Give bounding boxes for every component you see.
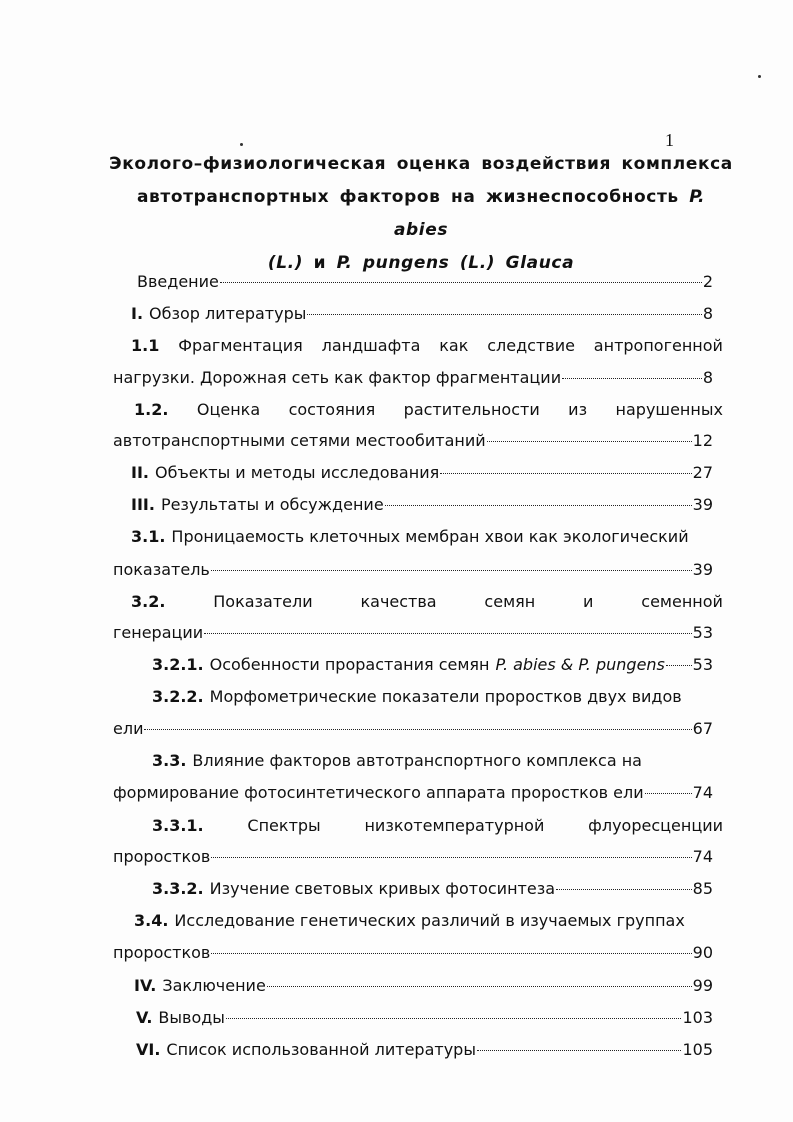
toc-page-number: 53 (692, 623, 713, 642)
toc-entry-1-1[interactable]: 1.1 Фрагментация ландшафта как следствие антропогенной (131, 336, 723, 355)
dot-leader (226, 1018, 682, 1019)
toc-page-number: 99 (692, 976, 713, 995)
dot-leader (487, 441, 692, 442)
toc-entry-3-4[interactable]: 3.4. Исследование генетических различий в изучаемых группах (134, 911, 685, 930)
toc-page-number: 8 (702, 304, 713, 323)
toc-entry-3-2-2-cont[interactable]: ели 67 (113, 719, 713, 738)
toc-entry-3-2-1[interactable]: 3.2.1. Особенности прорастания семян P. abies & P. pungens 53 (152, 655, 713, 674)
toc-entry-chapter-2[interactable]: II. Объекты и методы исследования 27 (131, 463, 713, 482)
dot-leader (477, 1050, 682, 1051)
dot-leader (562, 378, 702, 379)
toc-page-number: 90 (692, 943, 713, 962)
dot-leader (385, 505, 692, 506)
toc-page-number: 74 (692, 847, 713, 866)
toc-page-number: 39 (692, 560, 713, 579)
dot-leader (220, 282, 702, 283)
dot-leader (144, 729, 691, 730)
toc-page-number: 85 (692, 879, 713, 898)
page-number: 1 (665, 130, 674, 150)
toc-page-number: 53 (692, 655, 713, 674)
toc-entry-3-2-2[interactable]: 3.2.2. Морфометрические показатели проростков двух видов (152, 687, 682, 706)
toc-page-number: 74 (692, 783, 713, 802)
dot-leader (211, 857, 691, 858)
toc-entry-intro[interactable]: Введение 2 (137, 272, 713, 291)
species-p-abies: P. abies (393, 187, 706, 240)
toc-entry-3-3-1-cont[interactable]: проростков 74 (113, 847, 713, 866)
toc-entry-3-3-cont[interactable]: формирование фотосинтетического аппарата проростков ели 74 (113, 783, 713, 802)
title-line-3: (L.) и P. pungens (L.) Glauca (267, 253, 575, 273)
toc-page-number: 103 (682, 1008, 713, 1027)
dot-leader (267, 986, 692, 987)
toc-entry-1-1-cont[interactable]: нагрузки. Дорожная сеть как фактор фрагментации 8 (113, 368, 713, 387)
toc-entry-3-3[interactable]: 3.3. Влияние факторов автотранспортного комплекса на (152, 751, 642, 770)
species-p-pungens: P. pungens (L.) Glauca (336, 253, 575, 273)
dot-leader (440, 473, 691, 474)
toc-entry-1-2-cont[interactable]: автотранспортными сетями местообитаний 12 (113, 431, 713, 450)
scan-speck (240, 143, 243, 146)
toc-entry-chapter-5[interactable]: V. Выводы 103 (136, 1008, 713, 1027)
toc-page-number: 105 (682, 1040, 713, 1059)
dot-leader (645, 793, 692, 794)
toc-entry-3-1[interactable]: 3.1. Проницаемость клеточных мембран хвои как экологический (131, 527, 689, 546)
toc-entry-3-4-cont[interactable]: проростков 90 (113, 943, 713, 962)
toc-entry-3-2[interactable]: 3.2. Показатели качества семян и семенной (131, 592, 723, 611)
scan-speck (758, 75, 761, 78)
dot-leader (211, 953, 691, 954)
toc-page-number: 12 (692, 431, 713, 450)
toc-entry-3-3-1[interactable]: 3.3.1. Спектры низкотемпературной флуоресценции (152, 816, 723, 835)
toc-entry-3-1-cont[interactable]: показатель 39 (113, 560, 713, 579)
toc-page-number: 27 (692, 463, 713, 482)
toc-entry-chapter-3[interactable]: III. Результаты и обсуждение 39 (131, 495, 713, 514)
toc-page-number: 2 (702, 272, 713, 291)
toc-entry-1-2[interactable]: 1.2. Оценка состояния растительности из нарушенных (134, 400, 723, 419)
toc-entry-chapter-1[interactable]: I. Обзор литературы 8 (131, 304, 713, 323)
dot-leader (307, 314, 701, 315)
species-names: P. abies & P. pungens (495, 655, 665, 674)
dot-leader (211, 570, 692, 571)
title-line-1: Эколого–физиологическая оценка воздействия комплекса (109, 154, 733, 174)
dot-leader (204, 633, 691, 634)
toc-entry-3-2-cont[interactable]: генерации 53 (113, 623, 713, 642)
dot-leader (666, 665, 692, 666)
toc-page-number: 8 (702, 368, 713, 387)
toc-entry-chapter-4[interactable]: IV. Заключение 99 (134, 976, 713, 995)
dot-leader (556, 889, 692, 890)
toc-entry-3-3-2[interactable]: 3.3.2. Изучение световых кривых фотосинтеза 85 (152, 879, 713, 898)
toc-page-number: 39 (692, 495, 713, 514)
document-title (108, 148, 734, 280)
toc-entry-chapter-6[interactable]: VI. Список использованной литературы 105 (136, 1040, 713, 1059)
title-line-2: автотранспортных факторов на жизнеспособность P. abies (136, 187, 706, 240)
toc-page-number: 67 (692, 719, 713, 738)
